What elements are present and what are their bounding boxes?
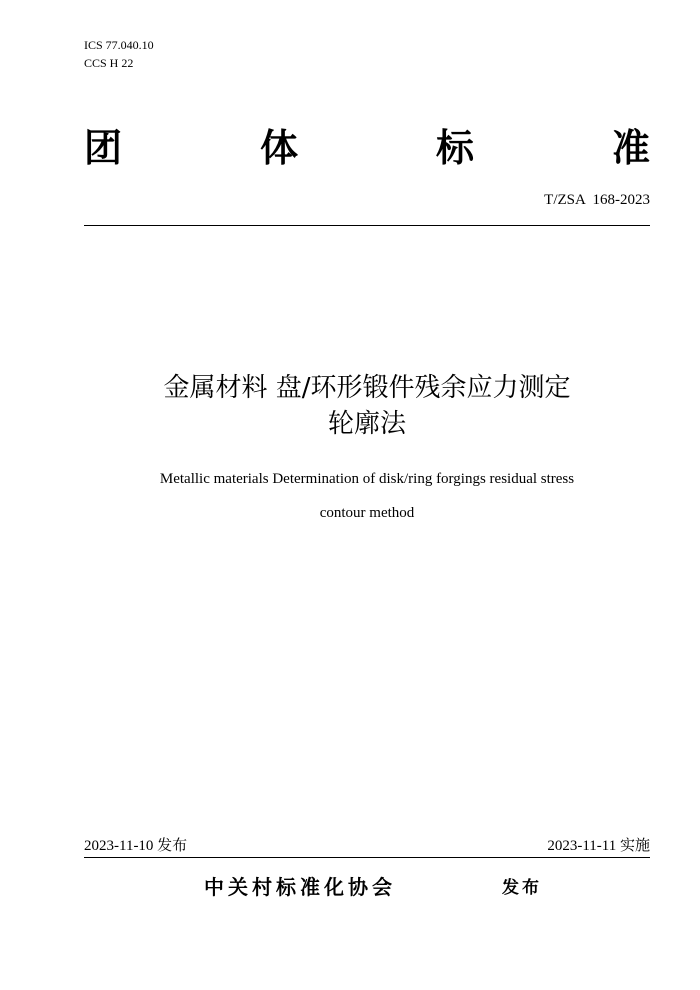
chinese-title-line: 轮廓法 (327, 409, 406, 439)
publisher-row (84, 872, 650, 902)
bottom-divider (84, 857, 650, 858)
publisher-name: 中关村标准化协会 (204, 875, 396, 899)
english-title-line: Metallic materials Determination of disk/ring forgings residual stress (159, 471, 575, 487)
english-title-line: contour method (319, 505, 415, 521)
chinese-title (84, 370, 650, 442)
classification-codes (84, 36, 154, 72)
standard-number: T/ZSA 168-2023 (544, 192, 650, 208)
chinese-title-line: 金属材料 盘/环形锻件残余应力测定 (163, 373, 571, 403)
top-divider (84, 225, 650, 226)
dates-row (84, 836, 650, 856)
english-title (84, 462, 650, 530)
standard-type-char: 团 (84, 126, 123, 170)
implementation-date: 2023-11-11 实施 (547, 838, 650, 854)
publish-date: 2023-11-10 发布 (84, 838, 188, 854)
standard-type-char: 准 (611, 126, 650, 170)
standard-type-char: 标 (435, 126, 474, 170)
standard-type-heading (84, 124, 650, 172)
publish-label: 发布 (502, 878, 542, 898)
ics-code: ICS 77.040.10 (84, 38, 154, 52)
standard-type-char: 体 (259, 126, 298, 170)
ccs-code: CCS H 22 (84, 56, 134, 70)
